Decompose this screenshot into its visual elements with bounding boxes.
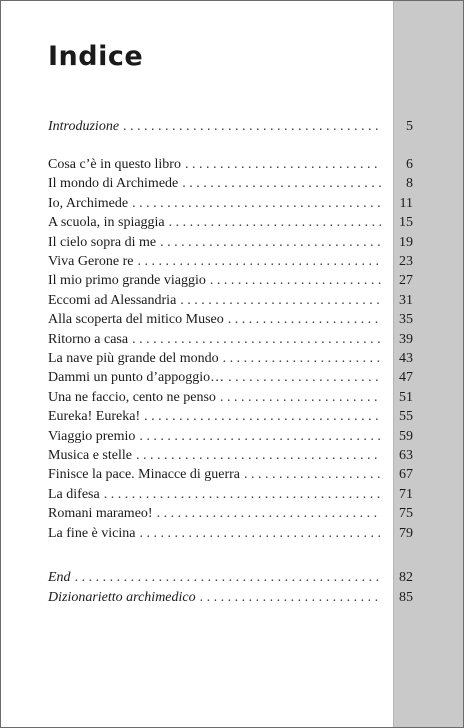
dot-leader bbox=[210, 273, 381, 289]
dot-leader bbox=[136, 448, 381, 464]
dot-leader bbox=[244, 467, 381, 483]
toc-page-number: 11 bbox=[399, 195, 413, 211]
dot-leader bbox=[223, 351, 381, 367]
toc-entry-title: Alla scoperta del mitico Museo bbox=[48, 312, 224, 328]
toc-entry-title: Musica e stelle bbox=[48, 448, 132, 463]
toc-entry bbox=[48, 590, 385, 610]
toc-page-number: 6 bbox=[406, 157, 413, 172]
toc-page-number: 35 bbox=[399, 312, 413, 328]
dot-leader bbox=[228, 312, 381, 328]
toc-entry-title: A scuola, in spiaggia bbox=[48, 215, 165, 231]
toc-entry bbox=[48, 312, 385, 332]
toc-entry bbox=[48, 157, 385, 177]
toc-page-number: 15 bbox=[399, 215, 413, 231]
toc-entry-title: Finisce la pace. Minacce di guerra bbox=[48, 467, 241, 483]
toc-entry-title: La difesa bbox=[48, 486, 100, 502]
toc-entry bbox=[48, 293, 385, 313]
toc-page-number: 47 bbox=[399, 370, 413, 386]
dot-leader bbox=[157, 506, 381, 522]
toc-entry bbox=[48, 370, 385, 390]
toc-page-number: 85 bbox=[399, 589, 413, 605]
dot-leader bbox=[185, 157, 381, 173]
toc-entry-title: Cosa c’è in questo libro bbox=[48, 157, 181, 172]
toc-entry-title: Eureka! Eureka! bbox=[48, 409, 141, 425]
dot-leader bbox=[139, 526, 381, 542]
dot-leader bbox=[160, 235, 381, 251]
toc-entry-title: Ritorno a casa bbox=[48, 331, 129, 347]
toc-entry-title: La fine è vicina bbox=[48, 525, 136, 541]
page-title: Indice bbox=[48, 41, 144, 72]
toc-entry bbox=[48, 390, 385, 410]
toc-page-number: 82 bbox=[399, 570, 413, 585]
toc-entry-title: Dizionarietto archimedico bbox=[48, 589, 196, 605]
toc-page-number: 75 bbox=[399, 506, 413, 522]
toc-entry bbox=[48, 196, 385, 216]
toc-page-number: 67 bbox=[399, 467, 413, 483]
toc-entry bbox=[48, 176, 385, 196]
toc-page-number: 31 bbox=[399, 292, 413, 308]
dot-leader bbox=[182, 176, 381, 192]
toc-entry bbox=[48, 254, 385, 274]
toc-page-number: 19 bbox=[399, 234, 413, 250]
dot-leader bbox=[169, 215, 381, 231]
toc-page-number: 59 bbox=[399, 428, 413, 444]
toc-page-number: 43 bbox=[399, 351, 413, 366]
toc-entry-title: Io, Archimede bbox=[48, 195, 129, 211]
dot-leader bbox=[132, 196, 381, 212]
toc-page-number: 51 bbox=[399, 389, 413, 405]
toc-entry-title: Il mio primo grande viaggio bbox=[48, 273, 206, 289]
dot-leader bbox=[228, 370, 381, 386]
toc-entry bbox=[48, 409, 385, 429]
toc-entry-title: Dammi un punto d’appoggio… bbox=[48, 370, 225, 386]
toc-entry-title: La nave più grande del mondo bbox=[48, 351, 219, 366]
toc-entry-title: Eccomi ad Alessandria bbox=[48, 292, 177, 308]
toc-entry-title: Il cielo sopra di me bbox=[48, 234, 157, 250]
toc-entry bbox=[48, 526, 385, 546]
dot-leader bbox=[104, 487, 381, 503]
toc-page-number: 23 bbox=[399, 254, 413, 269]
toc-entry bbox=[48, 487, 385, 507]
toc-entry-title: Una ne faccio, cento ne penso bbox=[48, 389, 216, 405]
toc-entry-title: Viva Gerone re bbox=[48, 254, 134, 269]
dot-leader bbox=[180, 293, 381, 309]
toc-entry bbox=[48, 351, 385, 371]
dot-leader bbox=[200, 590, 381, 606]
dot-leader bbox=[137, 254, 381, 270]
toc-entry bbox=[48, 215, 385, 235]
toc-page-number: 5 bbox=[406, 119, 413, 134]
toc-page-number: 71 bbox=[399, 486, 413, 502]
toc-page-number: 55 bbox=[399, 409, 413, 425]
toc-entry-title: Romani marameo! bbox=[48, 506, 153, 522]
toc-entry-title: Introduzione bbox=[48, 119, 120, 134]
toc-entry bbox=[48, 273, 385, 293]
dot-leader bbox=[139, 429, 381, 445]
dot-leader bbox=[75, 570, 381, 586]
toc-entry bbox=[48, 448, 385, 468]
toc-entry bbox=[48, 429, 385, 449]
toc-entry bbox=[48, 332, 385, 352]
toc-entry-title: Viaggio premio bbox=[48, 428, 136, 444]
dot-leader bbox=[144, 409, 381, 425]
dot-leader bbox=[220, 390, 381, 406]
dot-leader bbox=[123, 119, 381, 135]
toc-page-number: 27 bbox=[399, 273, 413, 289]
toc-page-number: 39 bbox=[399, 331, 413, 347]
toc-entry bbox=[48, 467, 385, 487]
toc-entry-title: End bbox=[48, 570, 71, 585]
toc-entry bbox=[48, 119, 385, 139]
dot-leader bbox=[132, 332, 381, 348]
toc-entry-title: Il mondo di Archimede bbox=[48, 176, 179, 192]
toc-page-number: 63 bbox=[399, 448, 413, 463]
toc-page-number: 79 bbox=[399, 525, 413, 541]
toc-entry bbox=[48, 506, 385, 526]
toc-entry bbox=[48, 570, 385, 590]
toc-page-number: 8 bbox=[406, 176, 413, 192]
toc-entry bbox=[48, 235, 385, 255]
